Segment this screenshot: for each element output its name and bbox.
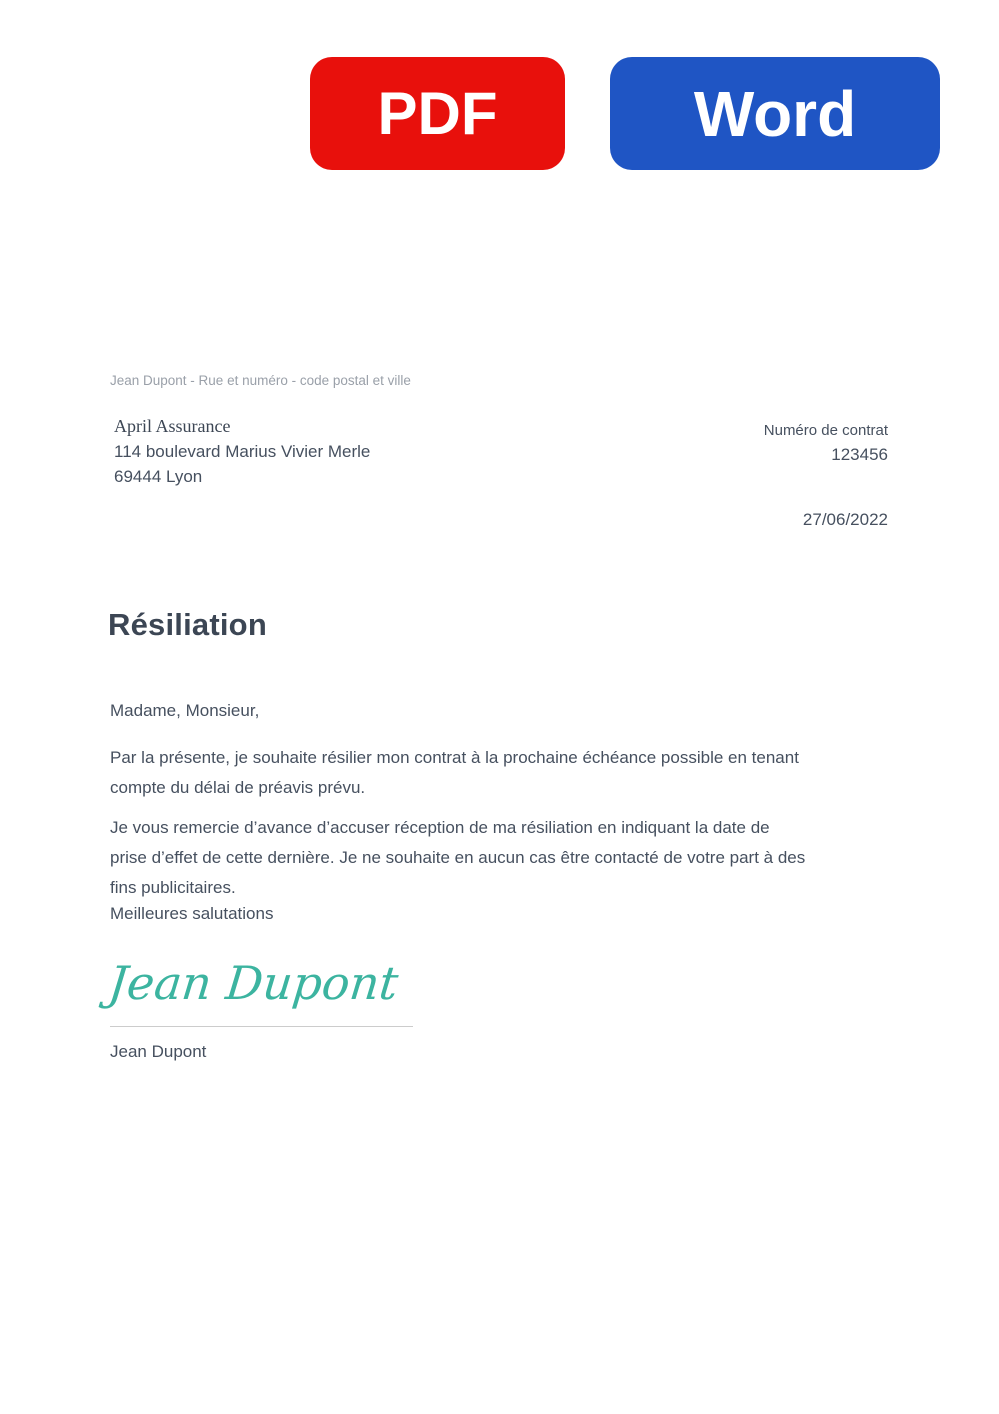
contract-number-label: Numéro de contrat — [763, 422, 888, 439]
body-paragraph-2 — [110, 813, 900, 903]
body-paragraph-2-line-1: Je vous remercie d’avance d’accuser réception de ma résiliation en indiquant la date de — [110, 818, 770, 837]
closing-salutation: Meilleures salutations — [110, 904, 274, 923]
body-paragraph-2-line-2: prise d’effet de cette dernière. Je ne souhaite en aucun cas être contacté de votre part à des — [110, 848, 806, 867]
body-paragraph-2-line-3: fins publicitaires. — [110, 878, 236, 897]
body-paragraph-1-line-1: Par la présente, je souhaite résilier mon contrat à la prochaine échéance possible en tenant — [110, 748, 799, 767]
signature-divider-line — [110, 1026, 413, 1027]
letter-subject-title: Résiliation — [108, 607, 267, 642]
recipient-name: April Assurance — [114, 416, 231, 436]
recipient-address-block — [114, 414, 370, 489]
letter-date: 27/06/2022 — [802, 510, 888, 529]
recipient-street: 114 boulevard Marius Vivier Merle — [114, 442, 371, 461]
word-download-button[interactable]: Word — [610, 57, 940, 170]
recipient-city: 69444 Lyon — [114, 467, 203, 486]
salutation: Madame, Monsieur, — [110, 701, 260, 720]
body-paragraph-1-line-2: compte du délai de préavis prévu. — [110, 778, 366, 797]
signature-printed-name: Jean Dupont — [110, 1042, 207, 1061]
contract-number-block — [764, 419, 888, 467]
body-paragraph-1 — [110, 743, 900, 803]
sender-address-line: Jean Dupont - Rue et numéro - code postal et ville — [110, 373, 411, 388]
contract-number-value: 123456 — [831, 445, 888, 464]
handwritten-signature: Jean Dupont — [106, 956, 401, 1010]
pdf-download-button[interactable]: PDF — [310, 57, 565, 170]
